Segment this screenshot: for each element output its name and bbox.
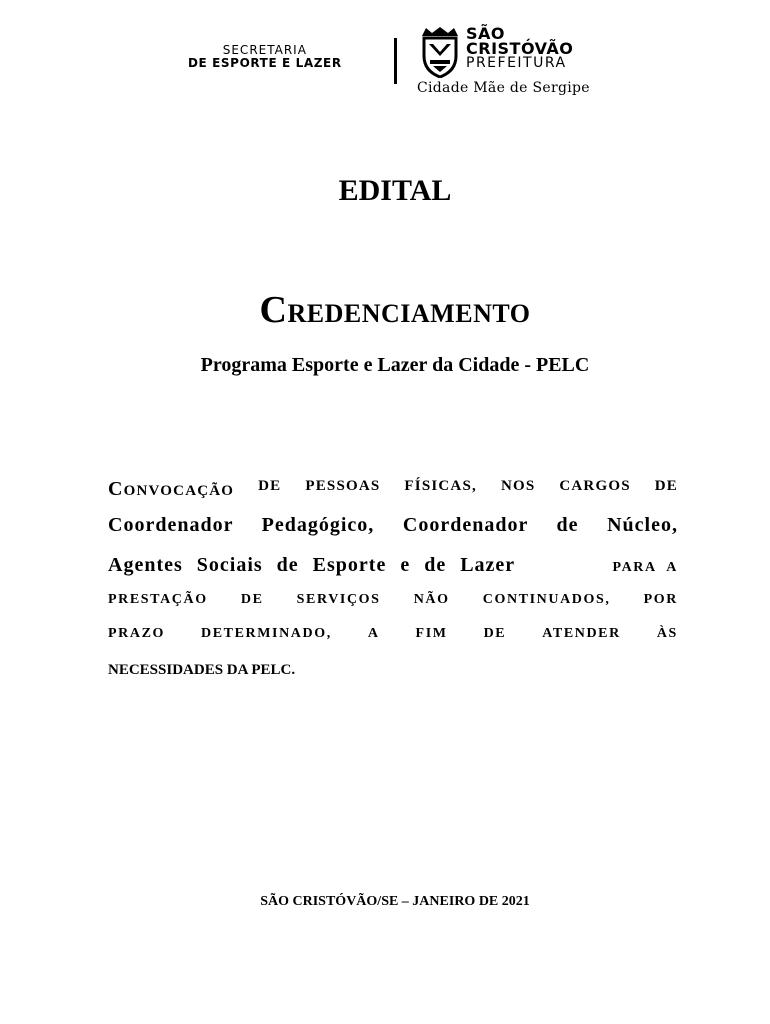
word: DE: [654, 478, 678, 494]
program-name: Programa Esporte e Lazer da Cidade - PELC: [200, 354, 590, 376]
body-line-1: [108, 478, 678, 501]
body-line-3-large: Agentes Sociais de Esporte e de Lazer: [108, 554, 516, 576]
secretaria-line1: SECRETARIA: [222, 43, 307, 57]
logo-divider: [394, 38, 397, 84]
word: ÀS: [656, 626, 678, 641]
prefeitura-line3: PREFEITURA: [466, 55, 567, 71]
word: NOS: [500, 478, 536, 494]
word: DETERMINADO,: [201, 626, 332, 641]
body-line-2: Coordenador Pedagógico, Coordenador de Núcleo,: [108, 514, 678, 536]
document-subtitle: [0, 288, 770, 332]
word: A: [367, 626, 380, 641]
word-convocacao: CONVOCAÇÃO: [108, 478, 235, 500]
document-footer: SÃO CRISTÓVÃO/SE – JANEIRO DE 2021: [260, 894, 530, 909]
word: FIM: [415, 626, 448, 641]
body-line-6: NECESSIDADES DA PELC.: [108, 662, 296, 678]
prefeitura-logo: [466, 26, 573, 71]
word: DE: [483, 626, 507, 641]
body-line-4: PRESTAÇÃO DE SERVIÇOS NÃO CONTINUADOS, POR: [108, 592, 678, 607]
word: CARGOS: [559, 478, 631, 494]
document-header: [0, 24, 770, 104]
word: PESSOAS: [305, 478, 381, 494]
word: FÍSICAS,: [404, 478, 477, 494]
body-line-3: [108, 554, 678, 577]
secretaria-line2: DE ESPORTE E LAZER: [188, 56, 342, 70]
word: PRAZO: [108, 626, 165, 641]
coat-of-arms-icon: [418, 26, 462, 78]
prefeitura-line2: CRISTÓVÃO: [466, 39, 574, 58]
subtitle-first-letter: C: [259, 289, 288, 331]
body-line-3-small: PARA A: [612, 560, 678, 575]
secretaria-logo: [188, 44, 342, 70]
word: ATENDER: [542, 626, 621, 641]
city-motto: Cidade Mãe de Sergipe: [417, 80, 590, 96]
document-title: EDITAL: [338, 174, 452, 207]
subtitle-rest: REDENCIAMENTO: [287, 299, 531, 328]
body-line-5: [108, 626, 678, 642]
word: DE: [258, 478, 282, 494]
prefeitura-line1: SÃO: [466, 24, 506, 43]
